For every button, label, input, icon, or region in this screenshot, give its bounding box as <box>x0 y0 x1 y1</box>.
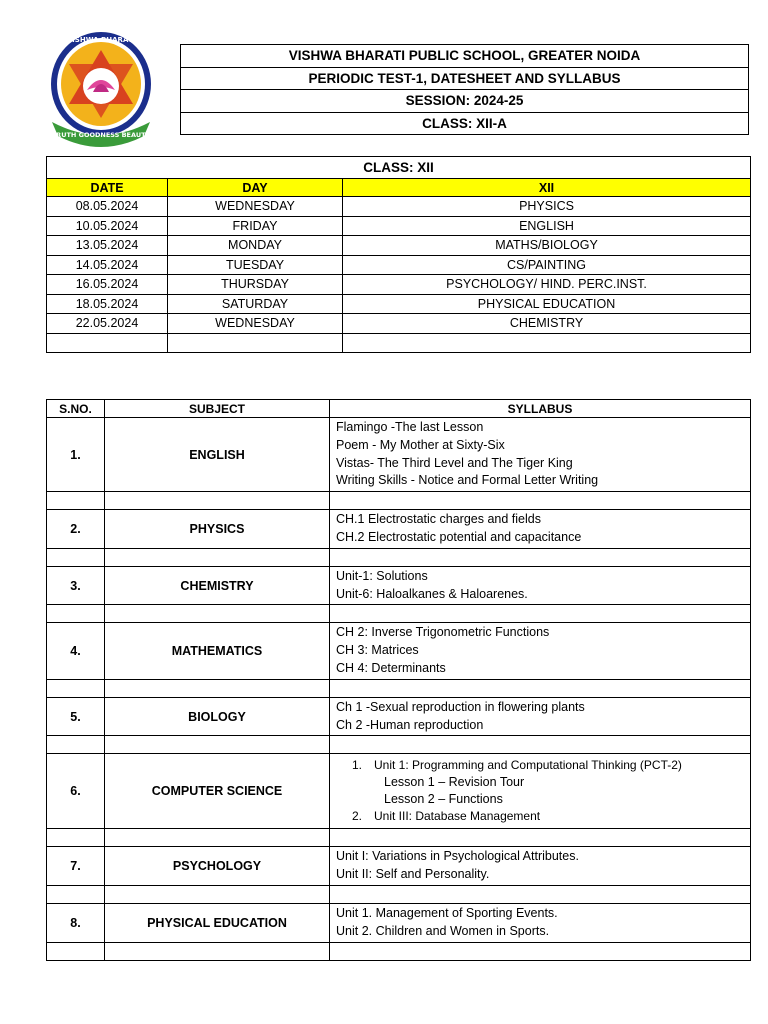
col-day-header: DAY <box>168 179 343 197</box>
sno-cell: 8. <box>47 903 105 942</box>
syllabus-line: Unit II: Self and Personality. <box>336 867 490 882</box>
syllabus-line: Vistas- The Third Level and The Tiger King <box>336 455 573 470</box>
subject-cell: PHYSICS <box>343 197 751 217</box>
logo-top-text: VISHWA BHARATI <box>66 36 136 44</box>
school-logo <box>44 26 158 150</box>
spacer-row <box>47 885 751 903</box>
spacer-row <box>47 942 751 960</box>
col-subject-header: XII <box>343 179 751 197</box>
subject-cell: CHEMISTRY <box>343 314 751 334</box>
syllabus-line: Poem - My Mother at Sixty-Six <box>336 437 505 452</box>
day-cell: SATURDAY <box>168 294 343 314</box>
day-cell: WEDNESDAY <box>168 197 343 217</box>
syllabus-cell <box>330 697 751 736</box>
syllabus-line: CH 4: Determinants <box>336 660 446 675</box>
spacer-row <box>47 605 751 623</box>
col-subject-header: SUBJECT <box>105 400 330 418</box>
sno-cell: 4. <box>47 623 105 679</box>
subject-cell: ENGLISH <box>105 418 330 492</box>
table-row <box>47 236 751 256</box>
subject-cell: PSYCHOLOGY/ HIND. PERC.INST. <box>343 275 751 295</box>
subject-cell: PHYSICAL EDUCATION <box>343 294 751 314</box>
header-table <box>180 44 749 135</box>
subject-cell: PHYSICAL EDUCATION <box>105 903 330 942</box>
table-row <box>47 510 751 549</box>
syllabus-line: Unit III: Database Management <box>374 809 541 824</box>
syllabus-cell <box>330 903 751 942</box>
list-item: Lesson 1 – Revision Tour <box>384 775 525 790</box>
syllabus-line: CH 2: Inverse Trigonometric Functions <box>336 625 550 640</box>
subject-cell: CHEMISTRY <box>105 566 330 605</box>
table-row <box>47 623 751 679</box>
syllabus-line: Unit I: Variations in Psychological Attributes. <box>336 849 579 864</box>
date-cell: 13.05.2024 <box>47 236 168 256</box>
list-number: 2. <box>351 809 362 824</box>
table-row <box>47 754 751 829</box>
col-date-header: DATE <box>47 179 168 197</box>
syllabus-line: Writing Skills - Notice and Formal Letter Writing <box>336 473 599 488</box>
spacer-row <box>47 548 751 566</box>
date-cell: 10.05.2024 <box>47 216 168 236</box>
syllabus-line: Unit 2. Children and Women in Sports. <box>336 923 550 938</box>
subject-cell: ENGLISH <box>343 216 751 236</box>
sno-cell: 2. <box>47 510 105 549</box>
day-cell: MONDAY <box>168 236 343 256</box>
day-cell: TUESDAY <box>168 255 343 275</box>
subject-cell: MATHS/BIOLOGY <box>343 236 751 256</box>
day-cell: WEDNESDAY <box>168 314 343 334</box>
sno-cell: 6. <box>47 754 105 829</box>
sno-cell: 5. <box>47 697 105 736</box>
syllabus-cell <box>330 623 751 679</box>
spacer-row <box>47 736 751 754</box>
syllabus-line: Unit-1: Solutions <box>336 568 428 583</box>
sno-cell: 7. <box>47 847 105 886</box>
syllabus-table <box>46 399 751 961</box>
logo-banner-text: TRUTH GOODNESS BEAUTY <box>51 131 151 139</box>
table-row <box>47 294 751 314</box>
table-row <box>47 255 751 275</box>
syllabus-line: Ch 2 -Human reproduction <box>336 717 484 732</box>
subject-cell: PHYSICS <box>105 510 330 549</box>
list-item <box>336 757 744 774</box>
spacer-row <box>47 829 751 847</box>
table-row <box>47 697 751 736</box>
list-item <box>336 808 744 825</box>
datesheet-title: CLASS: XII <box>47 157 751 179</box>
empty-row <box>47 333 751 353</box>
table-row <box>47 418 751 492</box>
date-cell: 08.05.2024 <box>47 197 168 217</box>
subject-cell: CS/PAINTING <box>343 255 751 275</box>
date-cell: 14.05.2024 <box>47 255 168 275</box>
date-cell: 18.05.2024 <box>47 294 168 314</box>
datesheet-table <box>46 156 751 353</box>
spacer-row <box>47 679 751 697</box>
date-cell: 16.05.2024 <box>47 275 168 295</box>
syllabus-line: CH.2 Electrostatic potential and capacitance <box>336 529 582 544</box>
subject-cell: COMPUTER SCIENCE <box>105 754 330 829</box>
table-row <box>47 197 751 217</box>
cs-syllabus-list <box>336 755 744 827</box>
table-row <box>47 275 751 295</box>
table-row <box>47 216 751 236</box>
spacer-row <box>47 492 751 510</box>
syllabus-cell <box>330 418 751 492</box>
table-row <box>47 903 751 942</box>
test-title: PERIODIC TEST-1, DATESHEET AND SYLLABUS <box>181 67 749 90</box>
syllabus-line: Unit 1: Programming and Computational Thinking (PCT-2) <box>374 758 682 773</box>
col-sno-header: S.NO. <box>47 400 105 418</box>
day-cell: THURSDAY <box>168 275 343 295</box>
sno-cell: 1. <box>47 418 105 492</box>
syllabus-line: Ch 1 -Sexual reproduction in flowering plants <box>336 699 585 714</box>
class-label: CLASS: XII-A <box>181 112 749 135</box>
syllabus-line: CH 3: Matrices <box>336 643 419 658</box>
syllabus-line: Flamingo -The last Lesson <box>336 420 484 434</box>
col-syllabus-header: SYLLABUS <box>330 400 751 418</box>
session-label: SESSION: 2024-25 <box>181 90 749 113</box>
school-name: VISHWA BHARATI PUBLIC SCHOOL, GREATER NOIDA <box>181 45 749 68</box>
list-item: Lesson 2 – Functions <box>384 792 503 807</box>
table-row <box>47 847 751 886</box>
subject-cell: BIOLOGY <box>105 697 330 736</box>
sno-cell: 3. <box>47 566 105 605</box>
syllabus-line: CH.1 Electrostatic charges and fields <box>336 512 541 527</box>
syllabus-line: Unit 1. Management of Sporting Events. <box>336 905 558 920</box>
syllabus-line: Unit-6: Haloalkanes & Haloarenes. <box>336 586 528 601</box>
syllabus-cell <box>330 566 751 605</box>
syllabus-cell <box>330 754 751 829</box>
table-row <box>47 566 751 605</box>
subject-cell: MATHEMATICS <box>105 623 330 679</box>
list-number: 1. <box>351 758 362 773</box>
subject-cell: PSYCHOLOGY <box>105 847 330 886</box>
syllabus-cell <box>330 847 751 886</box>
table-row <box>47 314 751 334</box>
date-cell: 22.05.2024 <box>47 314 168 334</box>
day-cell: FRIDAY <box>168 216 343 236</box>
syllabus-cell <box>330 510 751 549</box>
